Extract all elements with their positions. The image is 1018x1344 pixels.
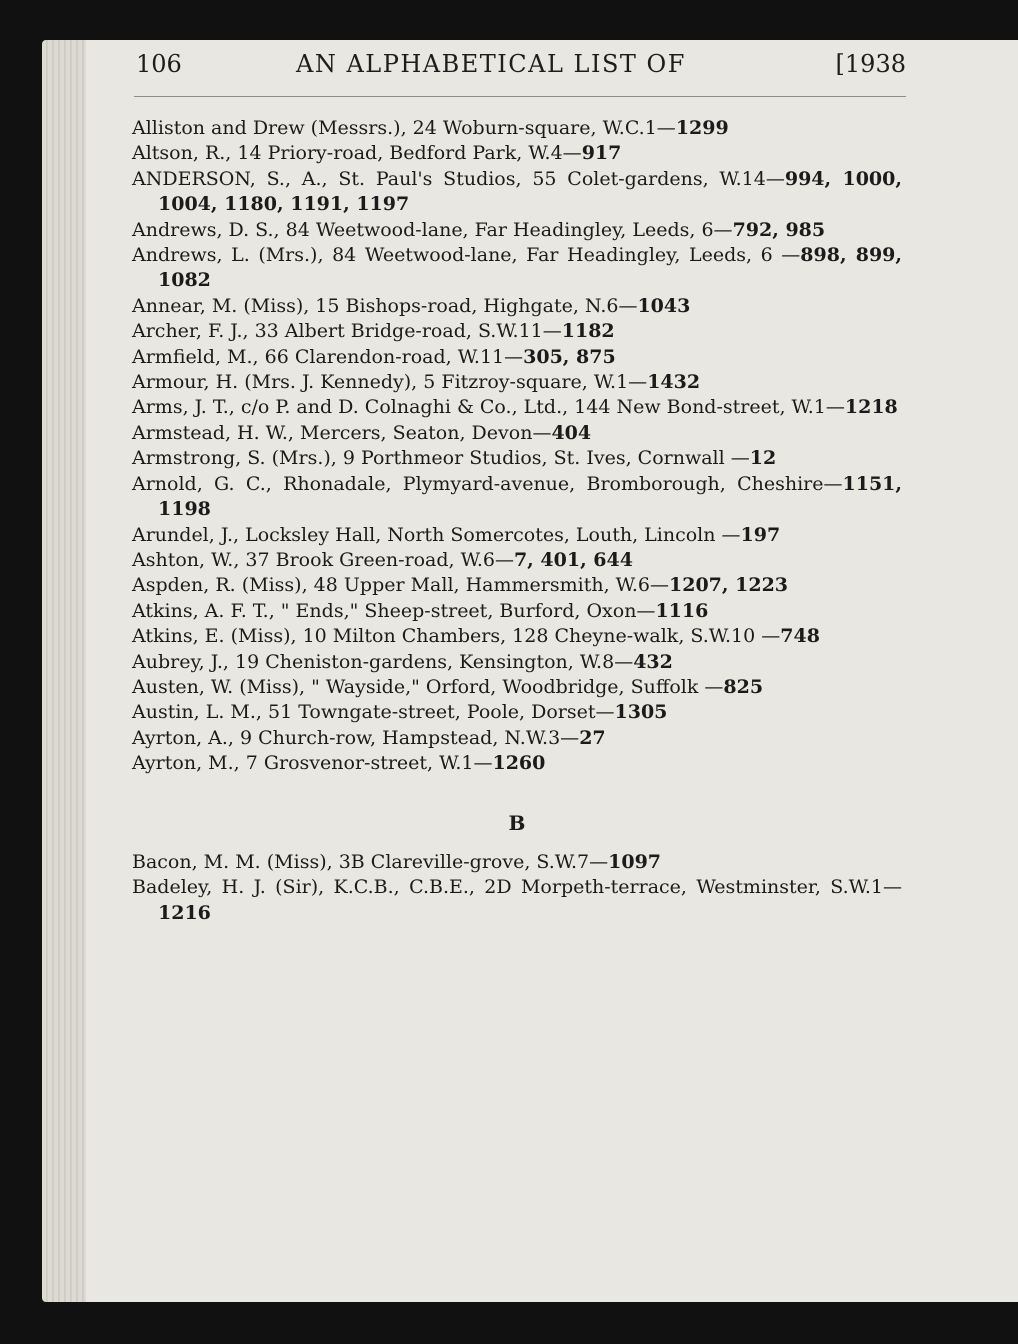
entry-text: ANDERSON, S., A., St. Paul's Studios, 55 Colet-gardens, W.14— bbox=[132, 167, 785, 190]
entry-numbers: 1218 bbox=[844, 396, 898, 419]
list-entry bbox=[132, 875, 902, 926]
entry-text: Ashton, W., 37 Brook Green-road, W.6— bbox=[132, 548, 514, 571]
entry-text: Armstead, H. W., Mercers, Seaton, Devon— bbox=[132, 421, 552, 444]
entry-numbers: 305, 875 bbox=[523, 345, 616, 368]
page-number: 106 bbox=[136, 50, 182, 78]
entry-numbers: 1043 bbox=[637, 294, 691, 317]
entry-numbers: 1432 bbox=[647, 371, 701, 394]
list-entry bbox=[132, 167, 902, 218]
list-entry bbox=[132, 548, 902, 573]
entry-numbers: 898, 899, 1082 bbox=[158, 244, 903, 292]
entry-text: Austen, W. (Miss), " Wayside," Orford, Woodbridge, Suffolk — bbox=[132, 675, 724, 698]
list-entry bbox=[132, 472, 902, 523]
entry-text: Ayrton, A., 9 Church-row, Hampstead, N.W.3— bbox=[132, 726, 580, 749]
entry-text: Annear, M. (Miss), 15 Bishops-road, Highgate, N.6— bbox=[132, 294, 638, 317]
list-entry bbox=[132, 294, 902, 319]
list-entry bbox=[132, 141, 902, 166]
list-entry bbox=[132, 751, 902, 776]
entry-numbers: 1260 bbox=[492, 752, 546, 775]
entry-numbers: 12 bbox=[749, 447, 777, 470]
entry-numbers: 1151, 1198 bbox=[158, 472, 902, 521]
entry-numbers: 994, 1000, 1004, 1180, 1191, 1197 bbox=[158, 167, 902, 216]
entry-text: Arnold, G. C., Rhonadale, Plymyard-avenue, Bromborough, Cheshire— bbox=[132, 472, 843, 495]
section-letter-b: B bbox=[508, 810, 526, 835]
entry-text: Andrews, D. S., 84 Weetwood-lane, Far Headingley, Leeds, 6— bbox=[132, 218, 733, 241]
entries-a bbox=[132, 116, 902, 777]
entry-numbers: 917 bbox=[581, 142, 622, 165]
page-header bbox=[136, 50, 906, 90]
header-rule bbox=[134, 96, 906, 97]
list-entry bbox=[132, 523, 902, 548]
entry-text: Badeley, H. J. (Sir), K.C.B., C.B.E., 2D Morpeth-terrace, Westminster, S.W.1— bbox=[132, 876, 902, 899]
entry-numbers: 432 bbox=[633, 650, 673, 673]
list-entry bbox=[132, 395, 902, 420]
entry-text: Bacon, M. M. (Miss), 3B Clareville-grove, S.W.7— bbox=[132, 850, 609, 873]
list-entry bbox=[132, 573, 902, 598]
entries-b bbox=[132, 850, 902, 926]
entry-text: Atkins, E. (Miss), 10 Milton Chambers, 128 Cheyne-walk, S.W.10 — bbox=[132, 625, 781, 648]
list-entry bbox=[132, 446, 902, 471]
list-entry bbox=[132, 650, 902, 675]
entry-numbers: 1182 bbox=[561, 320, 615, 343]
entry-text: Ayrton, M., 7 Grosvenor-street, W.1— bbox=[132, 752, 493, 775]
entry-numbers: 825 bbox=[723, 675, 764, 698]
entry-text: Andrews, L. (Mrs.), 84 Weetwood-lane, Far Headingley, Leeds, 6 — bbox=[132, 244, 801, 267]
entry-numbers: 1305 bbox=[614, 701, 668, 724]
entry-text: Arms, J. T., c/o P. and D. Colnaghi & Co., Ltd., 144 New Bond-street, W.1— bbox=[132, 396, 845, 419]
entry-numbers: 1116 bbox=[655, 599, 709, 622]
entry-text: Armour, H. (Mrs. J. Kennedy), 5 Fitzroy-square, W.1— bbox=[132, 371, 648, 394]
entry-numbers: 27 bbox=[579, 726, 606, 749]
entry-text: Alliston and Drew (Messrs.), 24 Woburn-square, W.C.1— bbox=[132, 117, 676, 139]
header-year: [1938 bbox=[835, 50, 906, 78]
entry-numbers: 1299 bbox=[675, 117, 729, 139]
entry-list bbox=[132, 116, 902, 926]
entry-text: Aubrey, J., 19 Cheniston-gardens, Kensington, W.8— bbox=[132, 650, 634, 673]
entry-numbers: 1207, 1223 bbox=[669, 574, 789, 597]
entry-text: Altson, R., 14 Priory-road, Bedford Park, W.4— bbox=[132, 142, 582, 165]
entry-text: Archer, F. J., 33 Albert Bridge-road, S.W.11— bbox=[132, 320, 562, 343]
entry-numbers: 748 bbox=[780, 625, 820, 648]
list-entry bbox=[132, 700, 902, 725]
entry-text: Aspden, R. (Miss), 48 Upper Mall, Hammersmith, W.6— bbox=[132, 574, 670, 597]
list-entry bbox=[132, 370, 902, 395]
list-entry bbox=[132, 345, 902, 370]
list-entry bbox=[132, 599, 902, 624]
list-entry bbox=[132, 319, 902, 344]
list-entry bbox=[132, 675, 902, 700]
entry-numbers: 792, 985 bbox=[732, 218, 826, 241]
entry-text: Arundel, J., Locksley Hall, North Somercotes, Louth, Lincoln — bbox=[132, 523, 741, 546]
entry-text: Austin, L. M., 51 Towngate-street, Poole, Dorset— bbox=[132, 701, 615, 724]
list-entry bbox=[132, 243, 902, 294]
list-entry bbox=[132, 624, 902, 649]
entry-text: Armfield, M., 66 Clarendon-road, W.11— bbox=[132, 345, 524, 368]
entry-numbers: 7, 401, 644 bbox=[513, 548, 633, 571]
entry-numbers: 404 bbox=[551, 421, 592, 444]
entry-numbers: 1216 bbox=[158, 901, 211, 924]
list-entry bbox=[132, 116, 902, 141]
list-entry bbox=[132, 850, 902, 875]
page-title: AN ALPHABETICAL LIST OF bbox=[296, 50, 686, 78]
list-entry bbox=[132, 421, 902, 446]
entry-text: Armstrong, S. (Mrs.), 9 Porthmeor Studios, St. Ives, Cornwall — bbox=[132, 447, 750, 470]
entry-text: Atkins, A. F. T., " Ends," Sheep-street, Burford, Oxon— bbox=[132, 599, 656, 622]
list-entry bbox=[132, 726, 902, 751]
list-entry bbox=[132, 218, 902, 243]
entry-numbers: 1097 bbox=[608, 850, 662, 873]
entry-numbers: 197 bbox=[740, 523, 781, 546]
